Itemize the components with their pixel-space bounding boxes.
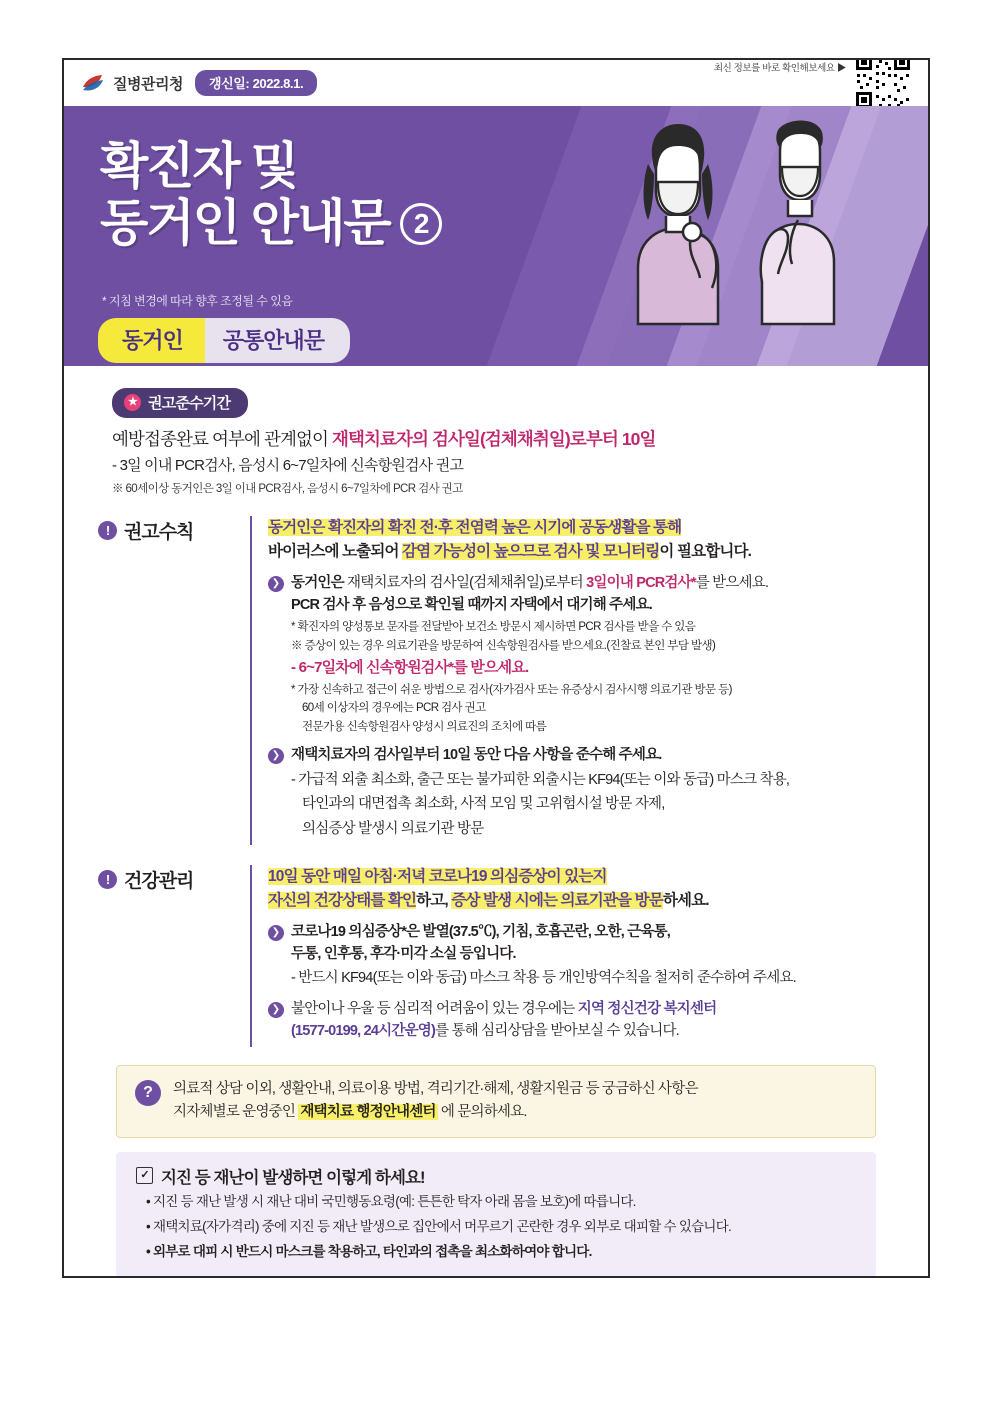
- inquiry-box: [116, 1065, 876, 1138]
- qr-area: [714, 58, 912, 110]
- health-body: [250, 865, 894, 1047]
- star-icon: ★: [124, 394, 141, 411]
- period-sub-text: - 3일 이내 PCR검사, 음성시 6~7일차에 신속항원검사 권고: [112, 457, 464, 475]
- health-item1-dash: - 반드시 KF94(또는 이와 동급) 마스크 착용 등 개인방역수칙을 철저히 준수하여 주세요.: [291, 970, 796, 987]
- health-item-2: [268, 999, 894, 1043]
- rules-item1-note1: * 확진자의 양성통보 문자를 전달받아 보건소 방문시 제시하면 PCR 검사를 받을 수 있음: [291, 620, 696, 633]
- rules-item2-text: 재택치료자의 검사일부터 10일 동안 다음 사항을 준수해 주세요.: [291, 746, 662, 763]
- health-item2-line2-a: (1577-0199, 24시간운영): [291, 1022, 436, 1039]
- rules-label-text: 권고수칙: [124, 522, 194, 544]
- period-badge-label: 권고준수기간: [148, 395, 231, 412]
- rules-item1-note2: ※ 증상이 있는 경우 의료기관을 방문하여 신속항원검사를 받으세요.(진찰료 본인 부담 발생): [291, 639, 716, 652]
- government-emblem-icon: [80, 70, 106, 96]
- poster-sheet: [62, 58, 930, 1278]
- rules-item1-note5: 전문가용 신속항원검사 양성시 의료진의 조치에 따름: [302, 721, 547, 734]
- qr-note: 최신 정보를 바로 확인해보세요 ▶: [713, 63, 846, 74]
- two-people-illustration-icon: [612, 112, 842, 332]
- tag-common-guide: 공통안내문: [205, 318, 350, 363]
- health-label: [98, 866, 193, 893]
- period-badge: [112, 388, 248, 418]
- inquiry-center-name: 재택치료 행정안내센터: [300, 1103, 436, 1120]
- hero-title: [100, 138, 442, 252]
- health-lead: [268, 865, 894, 913]
- health-item2-line2-b: 를 통해 심리상담을 받아보실 수 있습니다.: [435, 1022, 679, 1039]
- tag-cohabitant: 동거인: [98, 318, 205, 363]
- agency-name: 질병관리청: [113, 75, 183, 93]
- disaster-box: [116, 1152, 876, 1277]
- health-lead-line1: 10일 동안 매일 아침·저녁 코로나19 의심증상이 있는지: [268, 867, 607, 885]
- exclamation-icon: !: [98, 870, 117, 889]
- health-section: [98, 865, 894, 1047]
- disaster-line-3: • 외부로 대피 시 반드시 마스크를 착용하고, 타인과의 접촉을 최소화하여야 합니다.: [146, 1243, 592, 1259]
- disaster-line-2: • 재택치료(자가격리) 중에 지진 등 재난 발생으로 집안에서 머무르기 곤란한 경우 외부로 대피할 수 있습니다.: [146, 1218, 731, 1234]
- exclamation-icon: !: [98, 521, 117, 540]
- health-label-col: [98, 865, 250, 1047]
- question-mark-icon: ?: [135, 1080, 161, 1106]
- poster-header: [64, 60, 928, 106]
- rules-section: [98, 516, 894, 844]
- health-lead-line2-a: 자신의 건강상태를 확인: [268, 891, 417, 909]
- period-note-text: ※ 60세이상 동거인은 3일 이내 PCR검사, 음성시 6~7일차에 PCR 검사 권고: [112, 483, 463, 496]
- qr-code-icon[interactable]: [854, 58, 912, 110]
- health-label-text: 건강관리: [124, 870, 194, 892]
- period-main-strong: 재택치료자의 검사일(검체채취일)로부터 10일: [331, 429, 656, 449]
- rules-label: [98, 517, 193, 544]
- inquiry-line2-a: 지자체별로 운영중인: [173, 1103, 299, 1120]
- rules-lead-line2-a: 바이러스에 노출되어: [268, 543, 403, 561]
- chevron-right-icon: ❯: [268, 925, 284, 941]
- chevron-right-icon: ❯: [268, 576, 284, 592]
- hero-footnote: * 지침 변경에 따라 향후 조정될 수 있음: [102, 294, 293, 308]
- hero-title-line2: 동거인 안내문: [100, 195, 390, 251]
- health-item1-line1: 코로나19 의심증상*은 발열(37.5℃), 기침, 호흡곤란, 오한, 근육통,: [291, 923, 671, 940]
- health-lead-line2-b: 하고,: [416, 891, 452, 909]
- rules-item2-dash1: - 가급적 외출 최소화, 출근 또는 불가피한 외출시는 KF94(또는 이와 동급) 마스크 착용,: [291, 771, 790, 788]
- hero-title-line1: 확진자 및: [100, 138, 298, 194]
- poster-content: [64, 366, 928, 1277]
- rules-lead: [268, 516, 894, 564]
- rules-label-col: [98, 516, 250, 844]
- disaster-line-1: • 지진 등 재난 발생 시 재난 대비 국민행동요령(예: 튼튼한 탁자 아래 몸을 보호)에 따릅니다.: [146, 1193, 636, 1209]
- rules-item1-d: 를 받으세요.: [695, 575, 769, 592]
- rules-item-1: [268, 573, 894, 735]
- rules-lead-line2-c: 이 필요합니다.: [659, 543, 752, 561]
- hero-tag-row: [98, 318, 350, 363]
- rules-lead-line1: 동거인은 확진자의 확진 전·후 전염력 높은 시기에 공동생활을 통해: [268, 519, 682, 537]
- rules-item2-dash3: 의심증상 발생시 의료기관 방문: [302, 821, 484, 838]
- health-lead-line2-c: 증상 발생 시에는 의료기관을 방문: [451, 891, 663, 909]
- hero-number-badge: 2: [400, 203, 442, 245]
- disaster-title-row: [136, 1164, 858, 1188]
- hero-banner: [64, 106, 928, 366]
- rules-body: [250, 516, 894, 844]
- period-section: [112, 388, 894, 496]
- period-main-text: [112, 427, 894, 452]
- inquiry-line1: 의료적 상담 이외, 생활안내, 의료이용 방법, 격리기간·해제, 생활지원금 등 궁금하신 사항은: [173, 1080, 698, 1097]
- period-main-pre: 예방접종완료 여부에 관계없이: [112, 429, 332, 449]
- disaster-title: 지진 등 재난이 발생하면 이렇게 하세요!: [161, 1168, 425, 1187]
- rules-item1-a: 동거인은: [291, 575, 344, 592]
- health-item2-line1-a: 불안이나 우울 등 심리적 어려움이 있는 경우에는: [291, 1001, 578, 1018]
- health-lead-line2-d: 하세요.: [662, 891, 709, 909]
- rules-item1-note4: 60세 이상자의 경우에는 PCR 검사 권고: [302, 702, 486, 715]
- rules-lead-line2-b: 감염 가능성이 높으므로 검사 및 모니터링: [402, 543, 660, 561]
- rules-item1-e: PCR 검사 후 음성으로 확인될 때까지 자택에서 대기해 주세요.: [291, 597, 653, 614]
- health-item-1: [268, 922, 894, 990]
- chevron-right-icon: ❯: [268, 1002, 284, 1018]
- health-item1-line2: 두통, 인후통, 후각·미각 소실 등입니다.: [291, 945, 516, 962]
- update-date-badge: 갱신일: 2022.8.1.: [195, 70, 317, 96]
- chevron-right-icon: ❯: [268, 748, 284, 764]
- rules-item2-dash2: 타인과의 대면접촉 최소화, 사적 모임 및 고위험시설 방문 자제,: [302, 796, 665, 813]
- health-item2-line1-b: 지역 정신건강 복지센터: [577, 1001, 717, 1018]
- rules-item1-note3: * 가장 신속하고 접근이 쉬운 방법으로 검사(자가검사 또는 유증상시 검사시행 의료기관 방문 등): [291, 683, 732, 696]
- rules-item1-b: 재택치료자의 검사일(검체채취일)로부터: [343, 575, 587, 592]
- checkbox-icon: ✓: [136, 1167, 153, 1184]
- rules-item1-c: 3일이내 PCR검사*: [586, 575, 696, 592]
- rules-item1-dash: - 6~7일차에 신속항원검사*를 받으세요.: [291, 659, 529, 677]
- inquiry-line2-b: 에 문의하세요.: [437, 1103, 527, 1120]
- rules-item-2: [268, 745, 894, 841]
